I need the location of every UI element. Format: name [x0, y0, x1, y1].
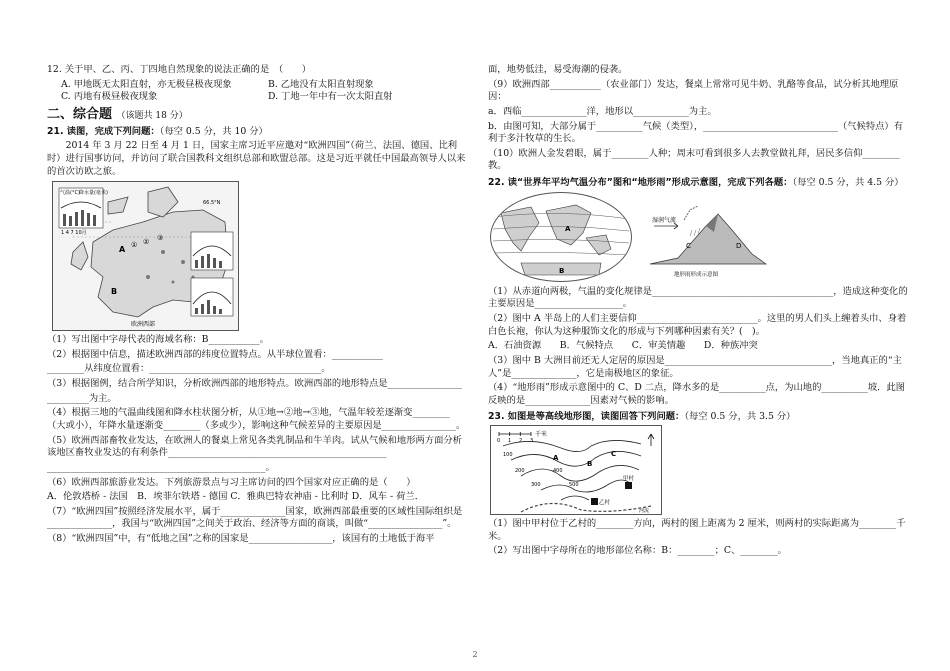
q12-options	[47, 79, 467, 104]
q21-line-6: （4）根据三地的气温曲线图和降水柱状图分析，从①地→②地→③地，气温年较差逐渐变________（大或小），年降水量逐渐变________（多或少），影响这种气候差异的主要原因是________________。	[47, 407, 466, 431]
q12-stem: 12. 关于甲、乙、丙、丁四地自然现象的说法正确的是 （ ）	[47, 64, 312, 75]
q22-line-1: （1）从赤道向两极，气温的变化规律是_______________________________________，造成这种变化的主要原因是___________________。	[488, 285, 908, 310]
scale-1: 1	[508, 438, 512, 445]
scale-unit: 千米	[535, 431, 548, 439]
chart-precip-label: 降水量(毫米)	[79, 190, 108, 197]
europe-map	[53, 182, 238, 330]
q23-heading	[488, 411, 908, 424]
q21-line-11: （7）“欧洲四国”按照经济发展水平，属于______________国家，欧洲西部最重要的区域性国际组织是______________，我国与“欧洲四国”之间关于政治、经济等方面的商谈，叫做“________________”。	[47, 505, 463, 530]
section-heading	[47, 106, 467, 124]
svg-text:A: A	[565, 224, 571, 233]
rain-fig-caption: 地形雨形成示意图	[674, 271, 719, 278]
village-yi-marker	[591, 498, 598, 505]
q21-line-1: （1）写出图中字母代表的海域名称：B___________。	[47, 334, 269, 346]
orographic-rain-svg	[648, 196, 768, 280]
europe-map-caption: 欧洲西部	[131, 321, 156, 329]
map-label-1: ①	[131, 241, 138, 250]
q23-line-2: （2）写出图中字母所在的地形部位名称：B：________；C、________。	[488, 545, 787, 557]
q12-option-b[interactable]: B. 乙地没有太阳直射现象	[268, 78, 374, 90]
q21-intro: 2014 年 3 月 22 日至 4 月 1 日，国家主席习近平应邀对“欧洲四国”（荷兰、法国、德国、比利时）进行国事访问，并访问了联合国教科文组织总部和欧盟总部。这是习近平就任中国最高领导人以来的首次访欧之旅。	[47, 140, 466, 177]
contour-400: 400	[553, 468, 563, 475]
contour-map-svg	[491, 426, 661, 514]
contour-200: 200	[515, 468, 525, 475]
rain-fig-label-airflow: 湿润气流	[652, 216, 677, 224]
q21-line-10: A．伦敦塔桥 - 法国 B．埃菲尔铁塔 - 德国 C．雅典巴特农神庙 - 比利时 D．风车 - 荷兰．	[47, 491, 425, 503]
scale-0: 0	[497, 438, 501, 445]
q23-line-1: （1）图中甲村位于乙村的________方向，两村的图上距离为 2 厘米，则两村的实际距离为________千米。	[488, 518, 906, 542]
q12-option-c[interactable]: C. 丙地有极昼极夜现象	[61, 91, 158, 103]
contour-label-a: A	[553, 454, 559, 463]
contour-label-c: C	[611, 450, 617, 459]
world-temperature-map	[490, 192, 632, 282]
q21-cont-5: （10）欧洲人金发碧眼，属于________人种；周末可看到很多人去教堂做礼拜，居民多信仰________教。	[488, 147, 900, 172]
q21-line-7: （5）欧洲西部畜牧业发达，在欧洲人的餐桌上常见各类乳制品和牛羊肉。试从气候和地形两方面分析该地区畜牧业发达的有利条件_______________________________________________	[47, 434, 462, 459]
village-jia-label: 甲村	[623, 476, 635, 483]
map-latitude-label: 66.5°N	[203, 200, 221, 207]
q23-score: （每空 0.5 分，共 3.5 分）	[684, 410, 796, 422]
map-label-b: B	[111, 287, 118, 297]
scale-3: 3	[530, 438, 534, 445]
orographic-rain-figure	[648, 196, 768, 280]
q12-option-d[interactable]: D. 丁地一年中有一次太阳直射	[268, 91, 393, 103]
q21-cont-2: （9）欧洲西部___________（农业部门）发达，餐桌上常常可见牛奶、乳酪等食品，试分析其地理原因：	[488, 78, 899, 103]
contour-300: 300	[531, 482, 541, 489]
river-label: 河流	[639, 508, 650, 515]
q22-line-4: （3）图中 B 大洲目前还无人定居的原因是____________________________________，当地真正的“主人”是______________，它是南极地区的象征。	[488, 354, 902, 379]
q21-line-3: ________从纬度位置看：_____________________________________。	[47, 363, 331, 375]
contour-map-figure	[490, 425, 662, 515]
q21-cont-4: b．由图可知，大部分属于__________气候（类型），_____________________________（气候特点）有利于多汁牧草的生长。	[488, 120, 904, 145]
q21-score: （每空 0.5 分，共 10 分）	[159, 125, 268, 137]
contour-100: 100	[503, 452, 513, 459]
q21-line-9: （6）欧洲西部旅游业发达。下列旅游景点与习主席访问的四个国家对应正确的是（ ）	[47, 476, 416, 488]
scale-2: 2	[519, 438, 523, 445]
section-title: 二、综合题	[47, 106, 113, 122]
svg-text:B: B	[559, 266, 565, 275]
q22-figures	[488, 192, 908, 284]
q22-line-2: （2）图中 A 半岛上的人们主要信仰__________________________。这里的男人们头上缠着头巾、身着白色长袍，你认为这种服饰文化的形成与下列哪种因素有关？( )。	[488, 313, 907, 337]
left-column	[47, 64, 467, 548]
chart-months-label: 1 4 7 10月	[61, 230, 87, 237]
map-label-2: ②	[143, 238, 150, 247]
q21-line-4: （3）根据图例，结合所学知识，分析欧洲西部的地形特点。欧洲西部的地形特点是________________	[47, 378, 462, 390]
q22-head: 22. 读“世界年平均气温分布”图和“地形雨”形成示意图，完成下列各题：	[488, 177, 793, 189]
q21-line-2: （2）根据图中信息，描述欧洲西部的纬度位置特点。从半球位置看：___________	[47, 348, 383, 360]
q21-line-8: _______________________________________________。	[47, 461, 275, 473]
north-arrow-icon	[648, 434, 654, 446]
chart-temp-label: 气温(°C)	[60, 190, 80, 197]
right-column	[488, 64, 908, 560]
section-note: （该题共 18 分）	[116, 110, 188, 121]
map-label-a: A	[119, 245, 126, 255]
q21-line-5: _________为主。	[47, 392, 117, 404]
rain-fig-label-d: D	[736, 241, 742, 250]
contour-500: 500	[569, 482, 579, 489]
village-jia-marker	[625, 482, 632, 489]
map-label-3: ③	[157, 234, 164, 243]
q22-line-3: A．石油资源 B．气候特点 C．审美情趣 D．种族冲突	[488, 340, 758, 352]
rain-fig-label-c: C	[686, 241, 691, 250]
q22-line-5: （4）“地形雨”形成示意图中的 C、D 二点，降水多的是__________点，为山地的__________坡．此图反映的是______________因素对气候的影响。	[488, 382, 906, 406]
village-yi-label: 乙村	[599, 500, 611, 507]
q22-score: （每空 0.5 分，共 4.5 分）	[792, 177, 904, 189]
page-number: 2	[472, 650, 478, 659]
q21-heading	[47, 126, 467, 139]
world-temp-svg	[491, 193, 631, 281]
q21-cont-3: a．西临______________洋，地形以____________为主。	[488, 105, 717, 117]
q21-cont-1: 面，地势低洼，易受海潮的侵袭。	[488, 64, 628, 75]
q21-line-12: （8）“欧洲四国”中，有“低地之国”之称的国家是__________________，该国有的土地低于海平	[47, 533, 435, 545]
q22-heading	[488, 177, 908, 190]
q21-head: 21. 读图，完成下列问题：	[47, 125, 160, 137]
q12-option-a[interactable]: A. 甲地既无太阳直射，亦无极昼极夜现象	[61, 78, 232, 90]
contour-label-b: B	[587, 460, 593, 469]
q23-head: 23. 如图是等高线地形图，读图回答下列问题：	[488, 410, 685, 422]
europe-map-figure	[52, 181, 239, 331]
